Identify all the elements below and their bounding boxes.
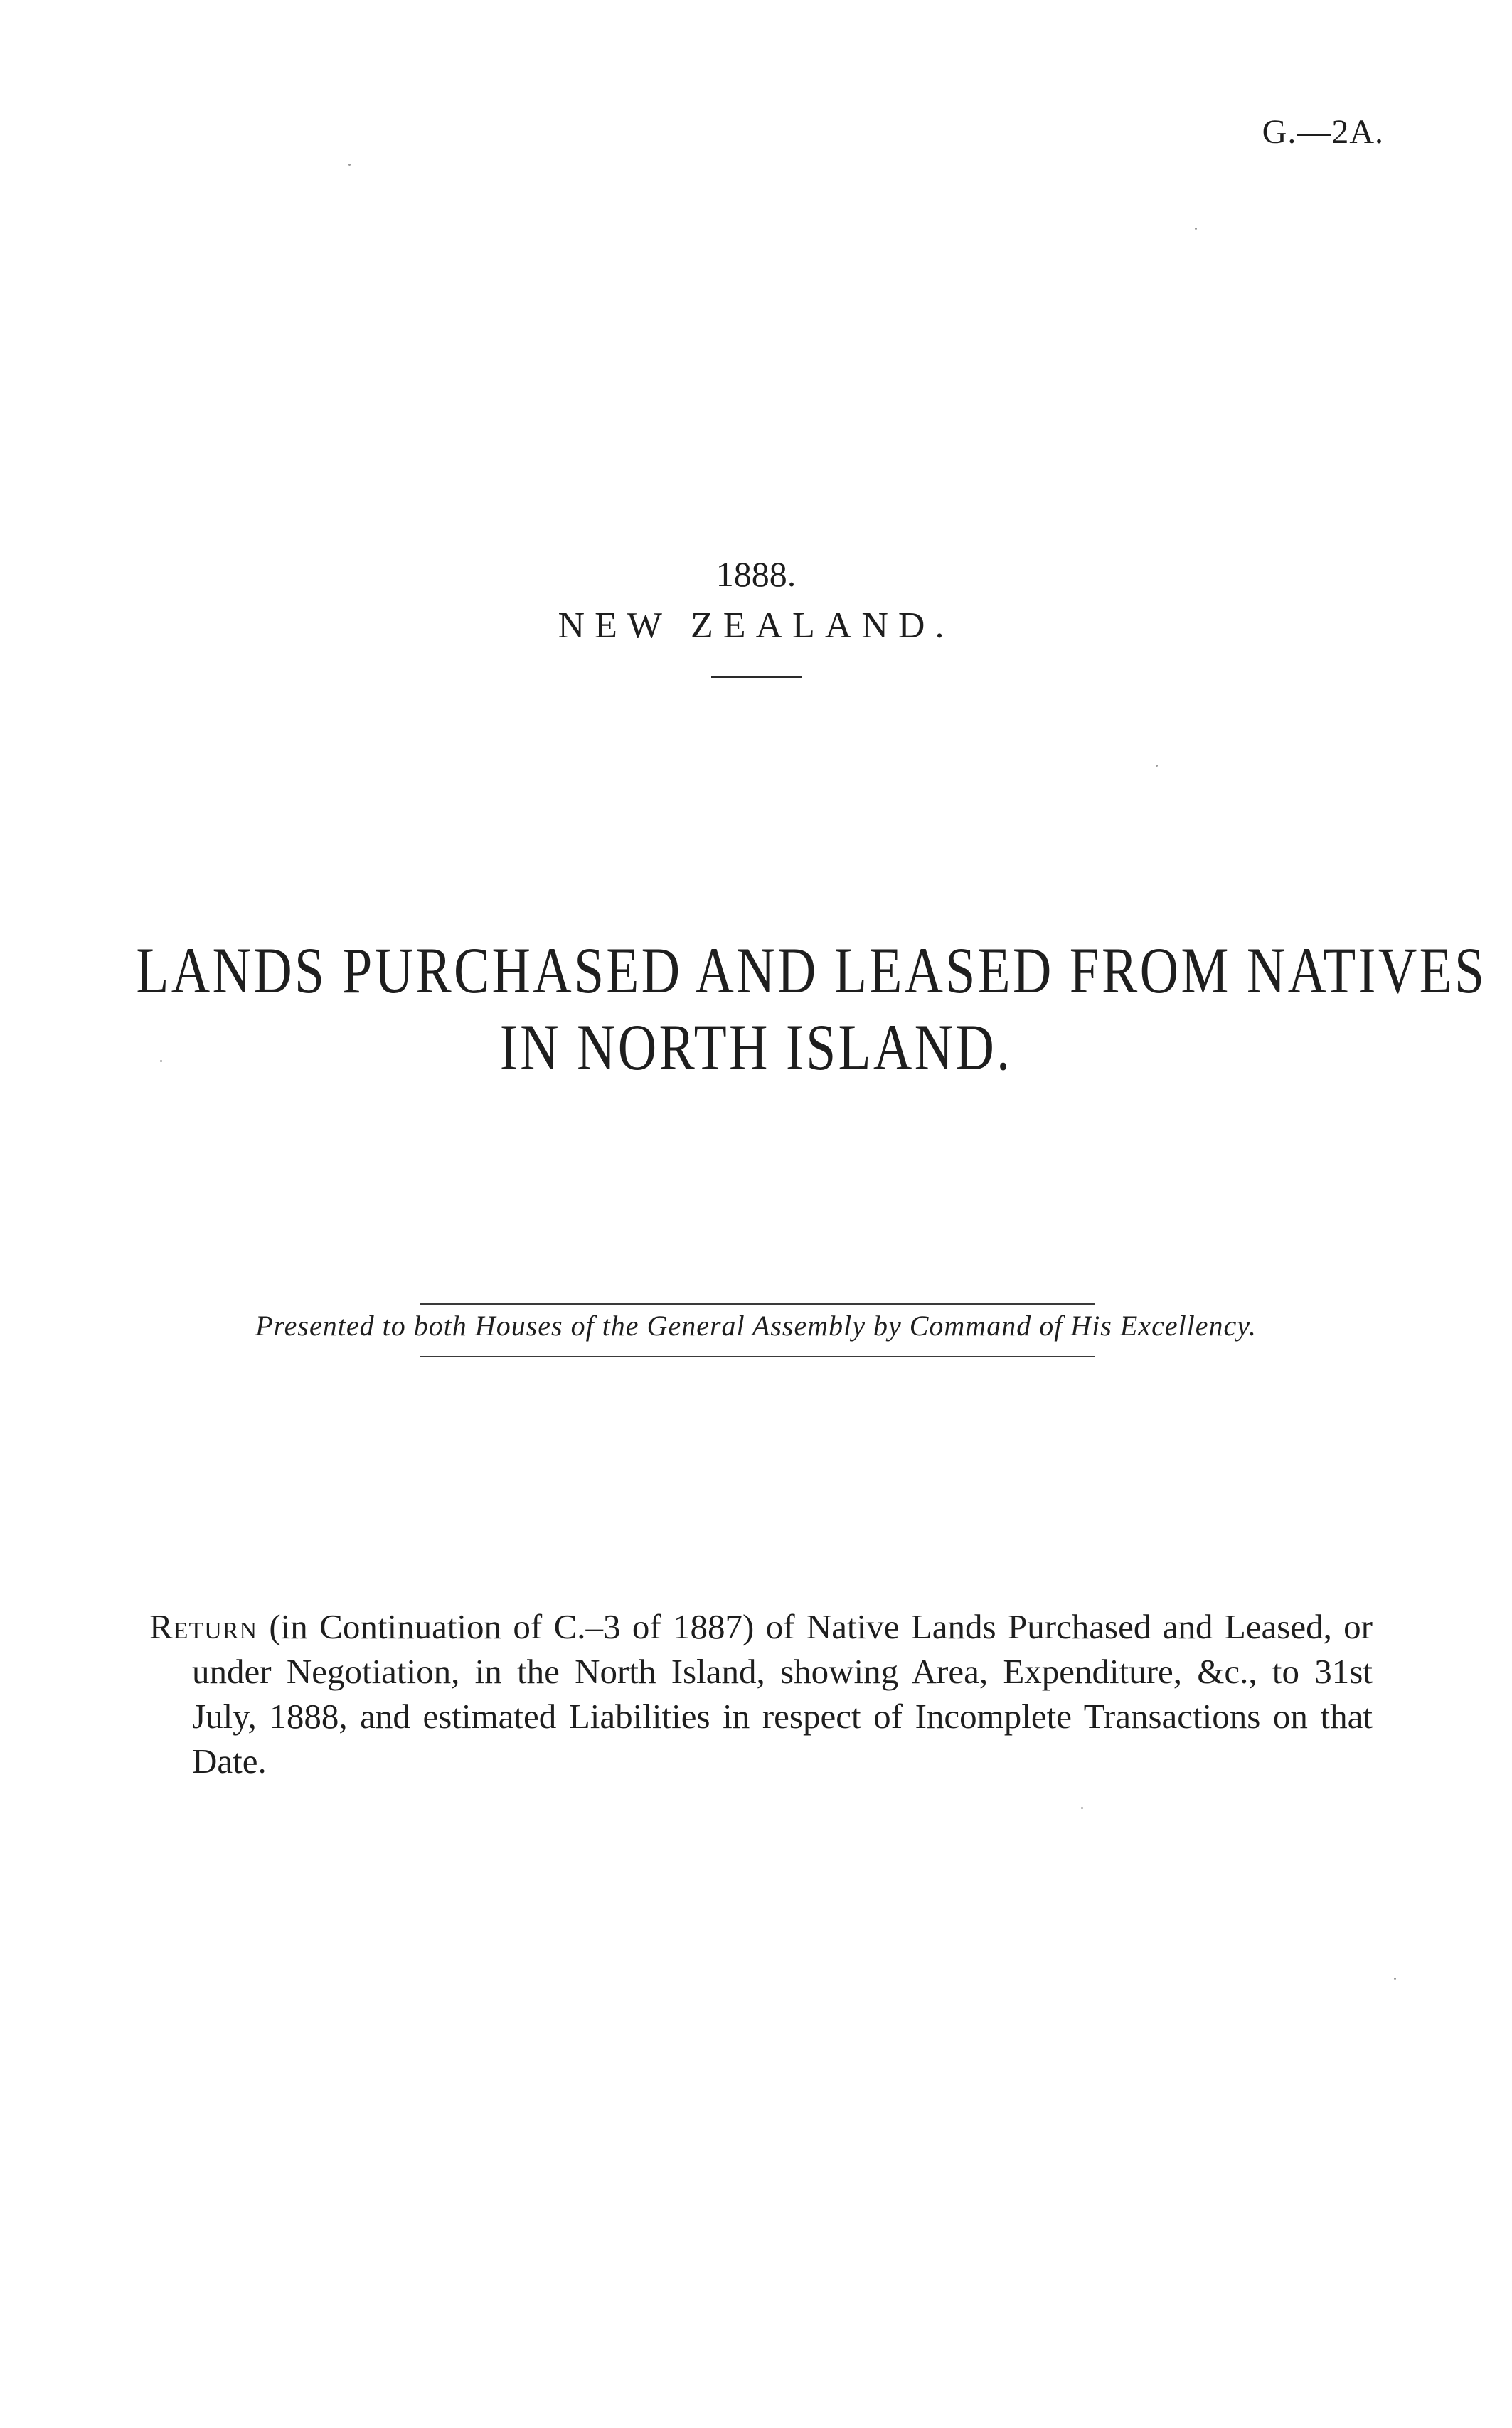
year-heading: 1888. <box>715 554 797 594</box>
print-speck <box>1081 1807 1083 1809</box>
return-paragraph <box>149 1604 1373 1783</box>
print-speck <box>160 1060 162 1062</box>
presented-rule-top <box>420 1303 1095 1305</box>
presented-rule-bottom <box>420 1356 1095 1357</box>
presented-statement: Presented to both Houses of the General Assembly by Command of His Excellency. <box>255 1310 1257 1342</box>
print-speck <box>1195 228 1197 230</box>
main-title-line-1: LANDS PURCHASED AND LEASED FROM NATIVES <box>136 934 1487 1007</box>
heading-divider <box>711 676 802 678</box>
return-body-text: (in Continuation of C.–3 of 1887) of Native Lands Purchased and Leased, or under Negotiation, in the North Island, showing Area, Expenditure, &c., to 31st July, 1888, and estimated Liabilities in respect of Incomplete Transactions on that Date. <box>192 1607 1373 1781</box>
print-speck <box>1394 1978 1396 1980</box>
print-speck <box>348 164 351 166</box>
page-reference: G.—2A. <box>1262 113 1384 151</box>
return-lead-word: Return <box>149 1607 258 1646</box>
country-heading: NEW ZEALAND. <box>558 605 954 646</box>
main-title <box>136 932 1487 1086</box>
main-title-line-2: IN NORTH ISLAND. <box>499 1011 1013 1083</box>
return-description <box>149 1604 1373 1783</box>
print-speck <box>1156 765 1158 767</box>
